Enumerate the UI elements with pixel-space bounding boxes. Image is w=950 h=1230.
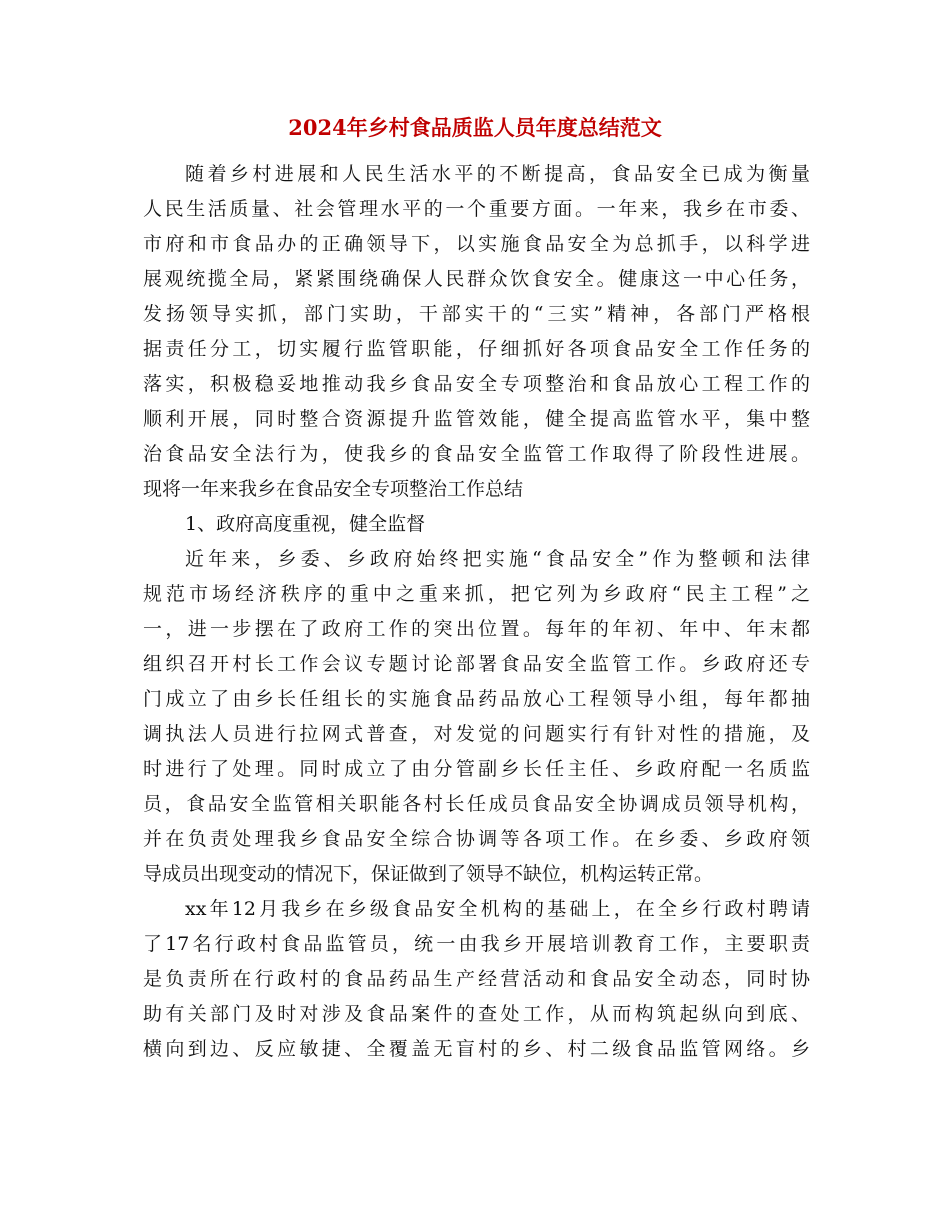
paragraph-line: 顺利开展，同时整合资源提升监管效能，健全提高监管水平，集中整 <box>143 408 810 430</box>
section-heading: 1、政府高度重视，健全监督 <box>185 513 426 535</box>
paragraph-line: 规范市场经济秩序的重中之重来抓，把它列为乡政府“民主工程”之 <box>143 583 810 605</box>
paragraph-line: 了17名行政村食品监管员，统一由我乡开展培训教育工作，主要职责 <box>143 933 810 955</box>
paragraph-line: 治食品安全法行为，使我乡的食品安全监管工作取得了阶段性进展。 <box>143 443 810 465</box>
paragraph-line: 并在负责处理我乡食品安全综合协调等各项工作。在乡委、乡政府领 <box>143 828 810 850</box>
paragraph-line: 近年来，乡委、乡政府始终把实施“食品安全”作为整顿和法律 <box>185 548 810 570</box>
document-body <box>143 157 810 1067</box>
paragraph-line: xx年12月我乡在乡级食品安全机构的基础上，在全乡行政村聘请 <box>185 898 810 920</box>
paragraph-line: 门成立了由乡长任组长的实施食品药品放心工程领导小组，每年都抽 <box>143 688 810 710</box>
paragraph-line: 导成员出现变动的情况下，保证做到了领导不缺位，机构运转正常。 <box>143 863 714 885</box>
paragraph-line: 现将一年来我乡在食品安全专项整治工作总结 <box>143 478 524 500</box>
paragraph-line: 一，进一步摆在了政府工作的突出位置。每年的年初、年中、年末都 <box>143 618 810 640</box>
paragraph-line: 是负责所在行政村的食品药品生产经营活动和食品安全动态，同时协 <box>143 968 810 990</box>
document-title: 2024年乡村食品质监人员年度总结范文 <box>288 115 662 140</box>
paragraph-line: 发扬领导实抓，部门实助，干部实干的“三实”精神，各部门严格根 <box>143 303 810 325</box>
paragraph-line: 据责任分工，切实履行监管职能，仔细抓好各项食品安全工作任务的 <box>143 338 810 360</box>
paragraph-line: 市府和市食品办的正确领导下，以实施食品安全为总抓手，以科学进 <box>143 233 810 255</box>
paragraph-line: 时进行了处理。同时成立了由分管副乡长任主任、乡政府配一名质监 <box>143 758 810 780</box>
paragraph-line: 员，食品安全监管相关职能各村长任成员食品安全协调成员领导机构， <box>143 793 810 815</box>
paragraph-line: 展观统揽全局，紧紧围绕确保人民群众饮食安全。健康这一中心任务， <box>143 268 810 290</box>
paragraph-line: 调执法人员进行拉网式普查，对发觉的问题实行有针对性的措施，及 <box>143 723 810 745</box>
paragraph-line: 助有关部门及时对涉及食品案件的查处工作，从而构筑起纵向到底、 <box>143 1003 810 1025</box>
paragraph-line: 随着乡村进展和人民生活水平的不断提高，食品安全已成为衡量 <box>185 163 810 185</box>
paragraph-line: 落实，积极稳妥地推动我乡食品安全专项整治和食品放心工程工作的 <box>143 373 810 395</box>
paragraph-line: 组织召开村长工作会议专题讨论部署食品安全监管工作。乡政府还专 <box>143 653 810 675</box>
paragraph-line: 横向到边、反应敏捷、全覆盖无盲村的乡、村二级食品监管网络。乡 <box>143 1038 810 1060</box>
paragraph-line: 人民生活质量、社会管理水平的一个重要方面。一年来，我乡在市委、 <box>143 198 810 220</box>
